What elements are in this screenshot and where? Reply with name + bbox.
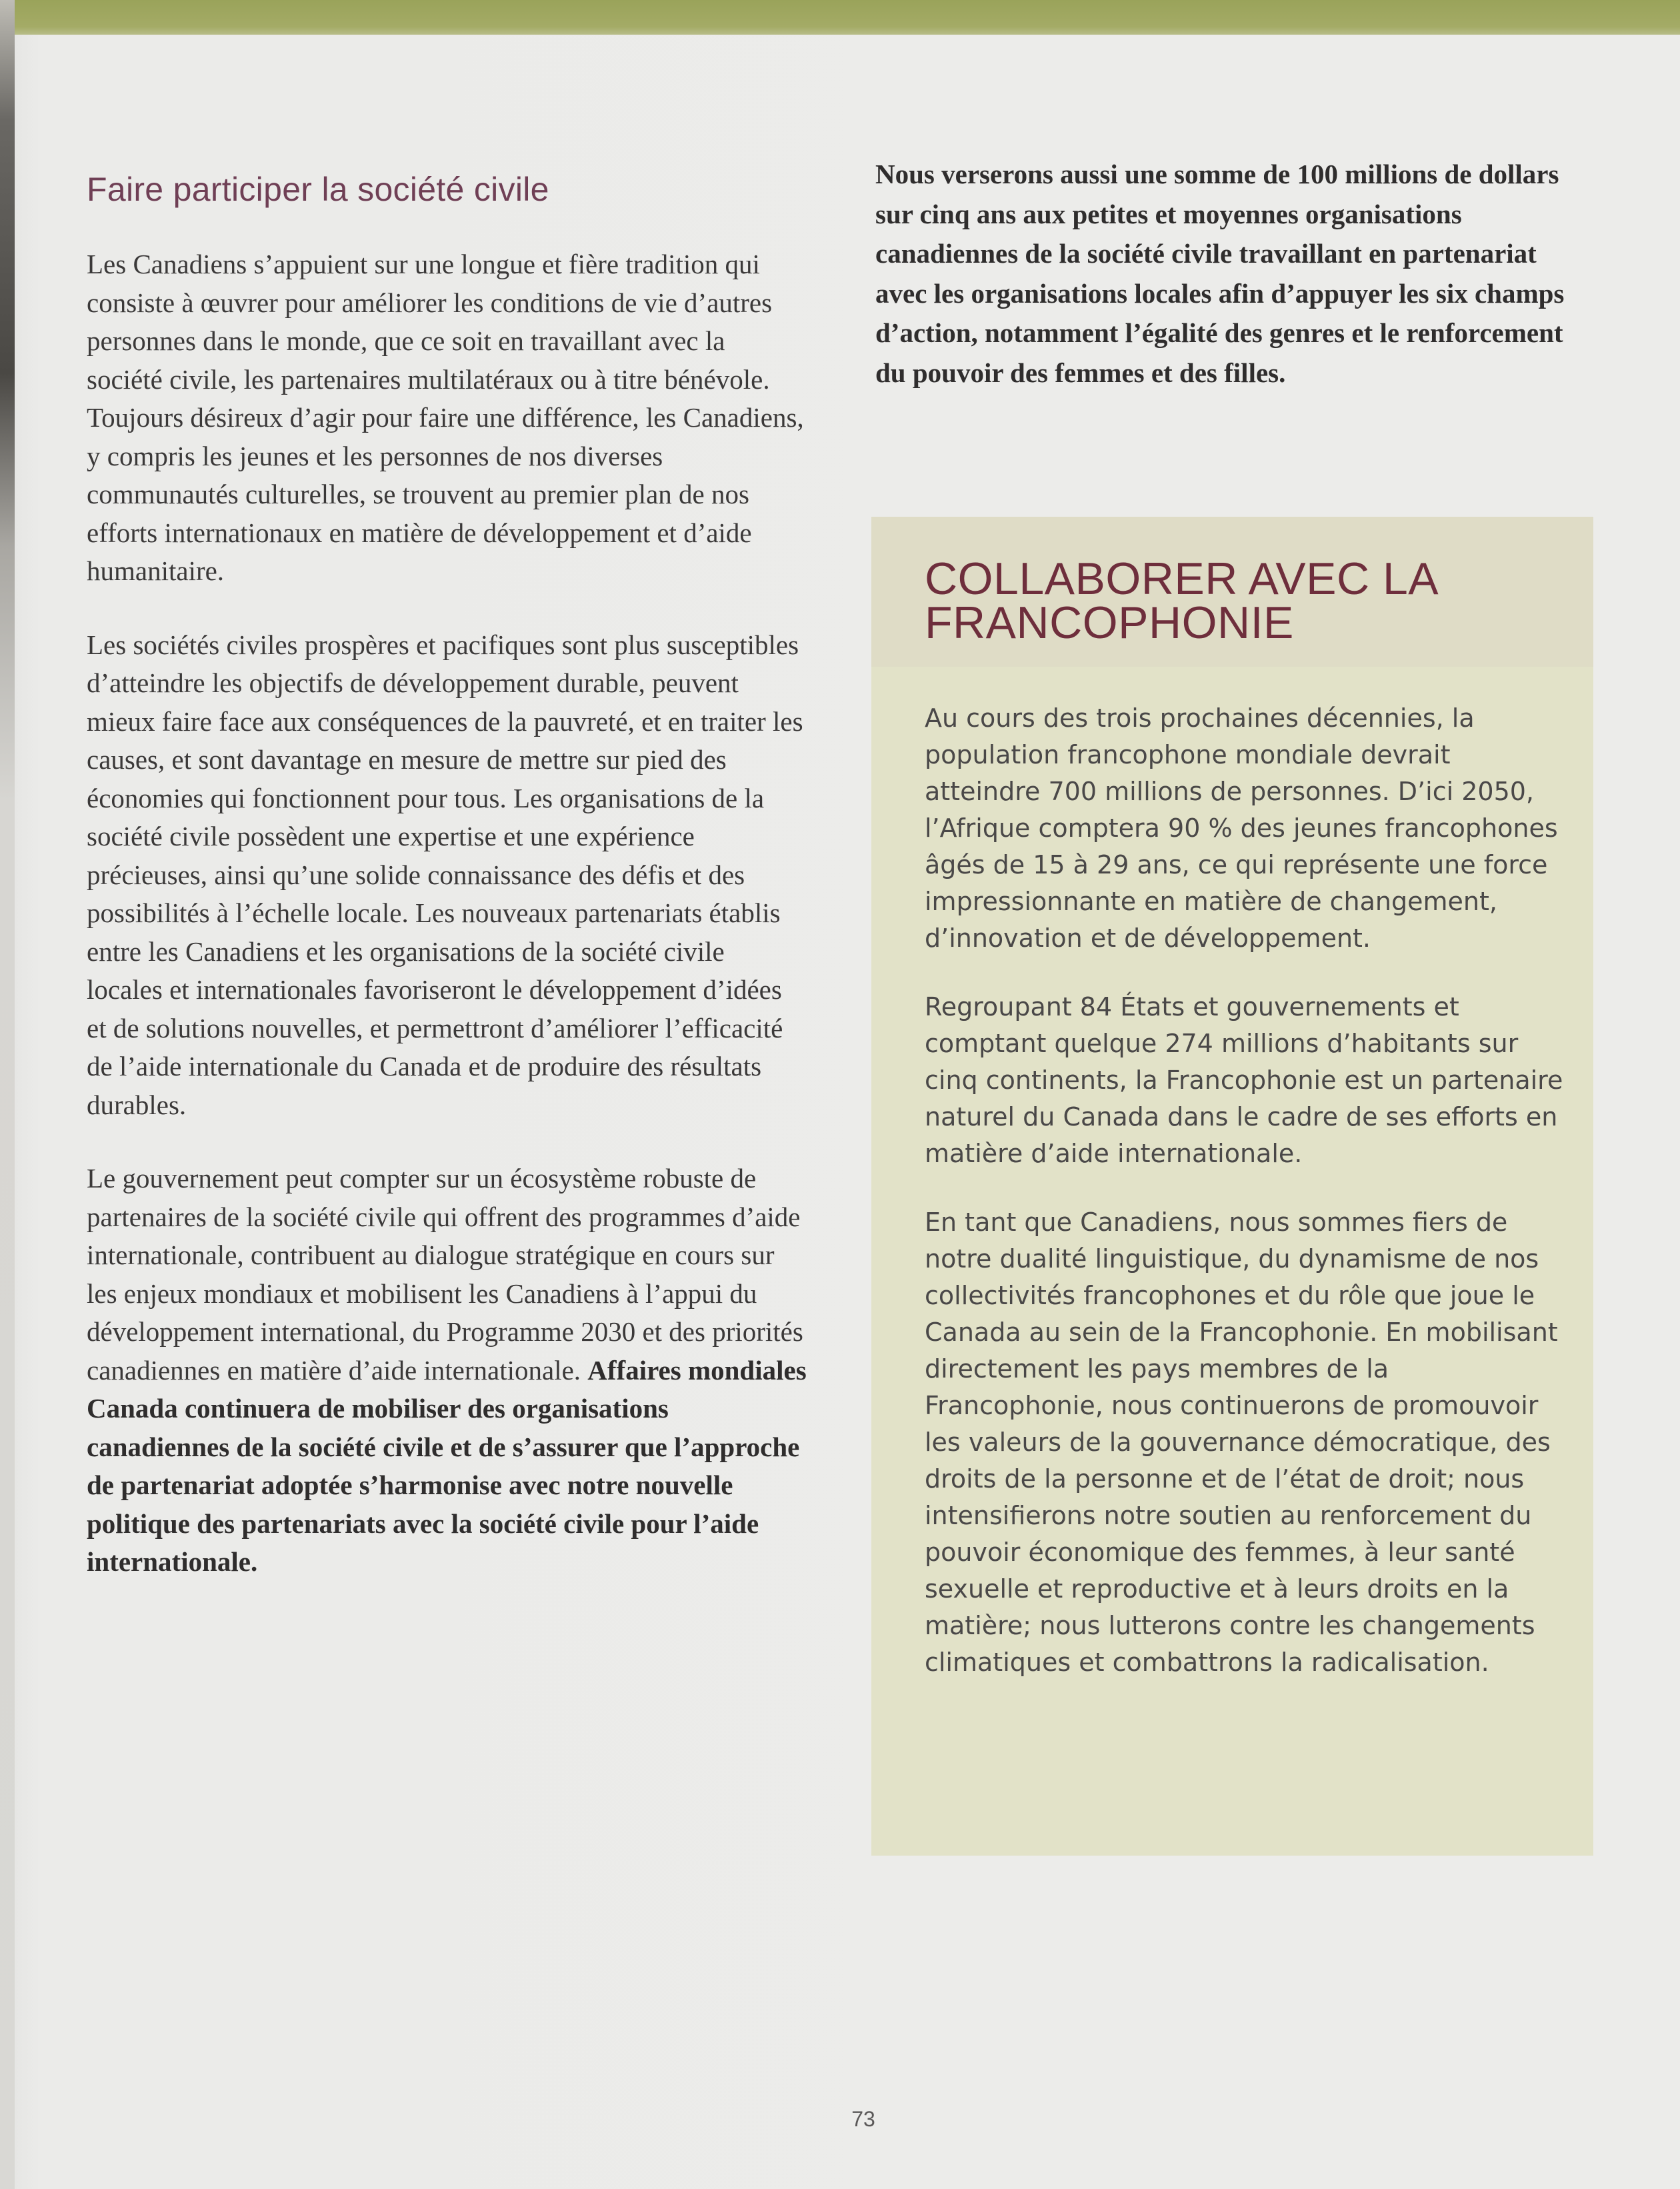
paragraph-ecosystem-bold: Affaires mondiales Canada continuera de mobiliser des organisations canadiennes de la société civile et de s’assurer que l’approche de partenariat adoptée s’harmonise avec notre nouvelle politique des partenariats avec la société civile pour l’aide internationale. [87,1354,807,1577]
right-column [875,155,1582,393]
section-heading: Faire participer la société civile [87,171,549,208]
book-spine-shadow [0,0,15,2189]
paragraph-civil-societies: Les sociétés civiles prospères et pacifiques sont plus susceptibles d’atteindre les objectifs de développement durable, peuvent mieux faire face aux conséquences de la pauvreté, et en traiter les causes, et sont davantage en mesure de mettre sur pied des économies qui fonctionnent pour tous. Les organisations de la société civile possèdent une expertise et une expérience précieuses, ainsi qu’une solide connaissance des défis et des possibilités à l’échelle locale. Les nouveaux partenariats établis entre les Canadiens et les organisations de la société civile locales et internationales favoriseront le développement d’idées et de solutions nouvelles, et permettront d’améliorer l’efficacité de l’aide internationale du Canada et de produire des résultats durables. [87,629,803,1120]
top-color-band [15,0,1680,35]
callout-header [871,517,1593,667]
francophonie-callout-box [871,517,1593,1856]
callout-paragraph-partner: Regroupant 84 États et gouvernements et comptant quelque 274 millions d’habitants sur cinq continents, la Francophonie est un partenaire naturel du Canada dans le cadre de ses efforts en matière d’aide internationale. [925,992,1563,1168]
callout-title: COLLABORER AVEC LA FRANCOPHONIE [925,553,1437,648]
page-number: 73 [851,2107,875,2131]
paragraph-tradition: Les Canadiens s’appuient sur une longue et fière tradition qui consiste à œuvrer pour améliorer les conditions de vie d’autres personnes dans le monde, que ce soit en travaillant avec la société civile, les partenaires multilatéraux ou à titre bénévole. Toujours désireux d’agir pour faire une différence, les Canadiens, y compris les jeunes et les personnes de nos diverses communautés culturelles, se trouvent au premier plan de nos efforts internationaux en matière de développement et d’aide humanitaire. [87,249,804,586]
paragraph-ecosystem [87,1160,807,1582]
left-column [87,170,807,1617]
funding-announcement: Nous verserons aussi une somme de 100 millions de dollars sur cinq ans aux petites et moyennes organisations canadiennes de la société civile travaillant en partenariat avec les organisations locales afin d’appuyer les six champs d’action, notamment l’égalité des genres et le renforcement du pouvoir des femmes et des filles. [875,159,1565,388]
callout-paragraph-duality: En tant que Canadiens, nous sommes fiers de notre dualité linguistique, du dynamisme de nos collectivités francophones et du rôle que joue le Canada au sein de la Francophonie. En mobilisant directement les pays membres de la Francophonie, nous continuerons de promouvoir les valeurs de la gouvernance démocratique, des droits de la personne et de l’état de droit; nous intensifierons notre soutien au renforcement du pouvoir économique des femmes, à leur santé sexuelle et reproductive et à leurs droits en la matière; nous lutterons contre les changements climatiques et combattrons la radicalisation. [925,1208,1558,1677]
paragraph-ecosystem-regular: Le gouvernement peut compter sur un écosystème robuste de partenaires de la société civile qui offrent des programmes d’aide internationale, contribuent au dialogue stratégique en cours sur les enjeux mondiaux et mobilisent les Canadiens à l’appui du développement international, du Programme 2030 et des priorités canadiennes en matière d’aide internationale. [87,1163,803,1386]
callout-body [925,700,1565,1713]
callout-paragraph-population: Au cours des trois prochaines décennies, la population francophone mondiale devrait atteindre 700 millions de personnes. D’ici 2050, l’Afrique comptera 90 % des jeunes francophones âgés de 15 à 29 ans, ce qui représente une force impressionnante en matière de changement, d’innovation et de développement. [925,703,1558,953]
